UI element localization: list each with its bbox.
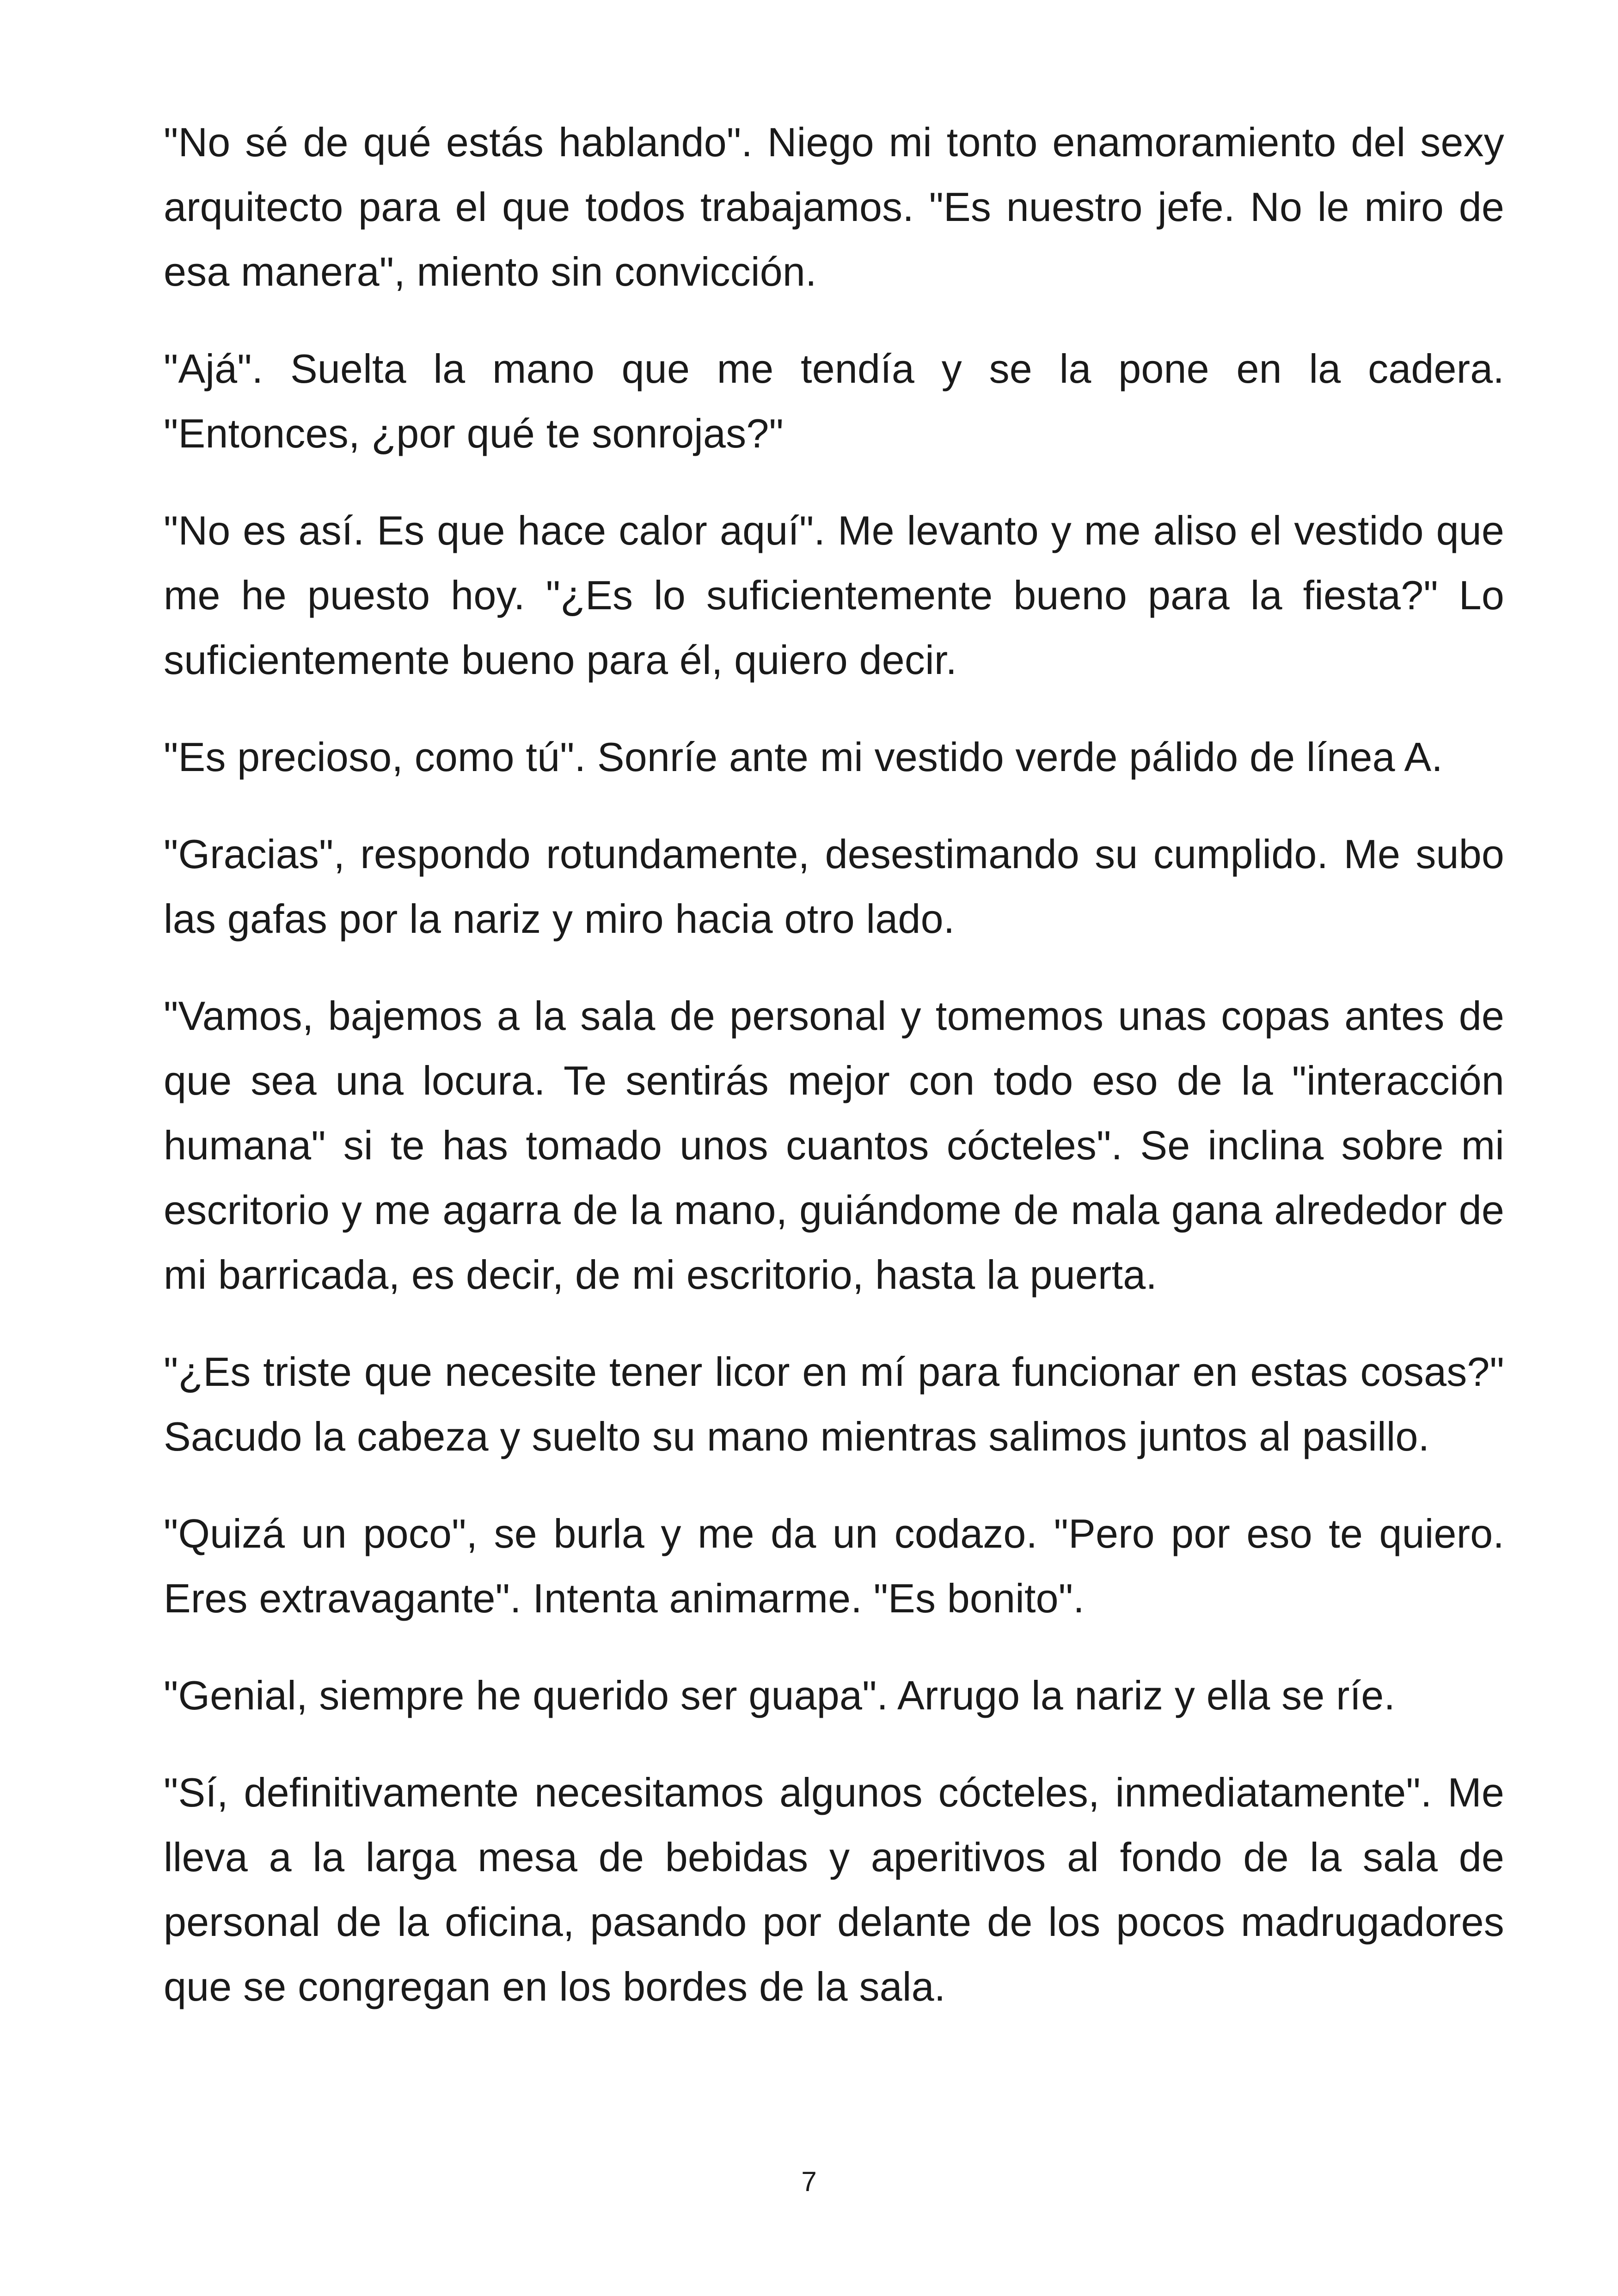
paragraph-1: "No sé de qué estás hablando". Niego mi tonto enamoramiento del sexy arquitecto para el que todos trabajamos. "Es nuestro jefe. No le miro de esa manera", miento sin convicción. xyxy=(164,119,1504,294)
page-number: 7 xyxy=(801,2166,817,2197)
paragraph-9: "Genial, siempre he querido ser guapa". Arrugo la nariz y ella se ríe. xyxy=(164,1672,1396,1718)
paragraph-10: "Sí, definitivamente necesitamos algunos cócteles, inmediatamente". Me lleva a la larga mesa de bebidas y aperitivos al fondo de la sala de personal de la oficina, pasando por delante de los pocos madrugadores que se congregan en los bordes de la sala. xyxy=(164,1769,1504,2009)
paragraph-6: "Vamos, bajemos a la sala de personal y tomemos unas copas antes de que sea una locura. Te sentirás mejor con todo eso de la "interacción humana" si te has tomado unos cuantos cócteles". Se inclina sobre mi escritorio y me agarra de la mano, guiándome de mala gana alrededor de mi barricada, es decir, de mi escritorio, hasta la puerta. xyxy=(164,993,1504,1298)
paragraph-8: "Quizá un poco", se burla y me da un codazo. "Pero por eso te quiero. Eres extravagante". Intenta animarme. "Es bonito". xyxy=(164,1511,1504,1621)
paragraph-7: "¿Es triste que necesite tener licor en mí para funcionar en estas cosas?" Sacudo la cabeza y suelto su mano mientras salimos juntos al pasillo. xyxy=(164,1349,1504,1459)
paragraph-4: "Es precioso, como tú". Sonríe ante mi vestido verde pálido de línea A. xyxy=(164,734,1443,780)
body-text xyxy=(164,110,1504,2051)
paragraph-2: "Ajá". Suelta la mano que me tendía y se la pone en la cadera. "Entonces, ¿por qué te sonrojas?" xyxy=(164,346,1504,456)
paragraph-3: "No es así. Es que hace calor aquí". Me levanto y me aliso el vestido que me he puesto hoy. "¿Es lo suficientemente bueno para la fiesta?" Lo suficientemente bueno para él, quiero decir. xyxy=(164,508,1504,683)
paragraph-5: "Gracias", respondo rotundamente, desestimando su cumplido. Me subo las gafas por la nariz y miro hacia otro lado. xyxy=(164,831,1504,942)
